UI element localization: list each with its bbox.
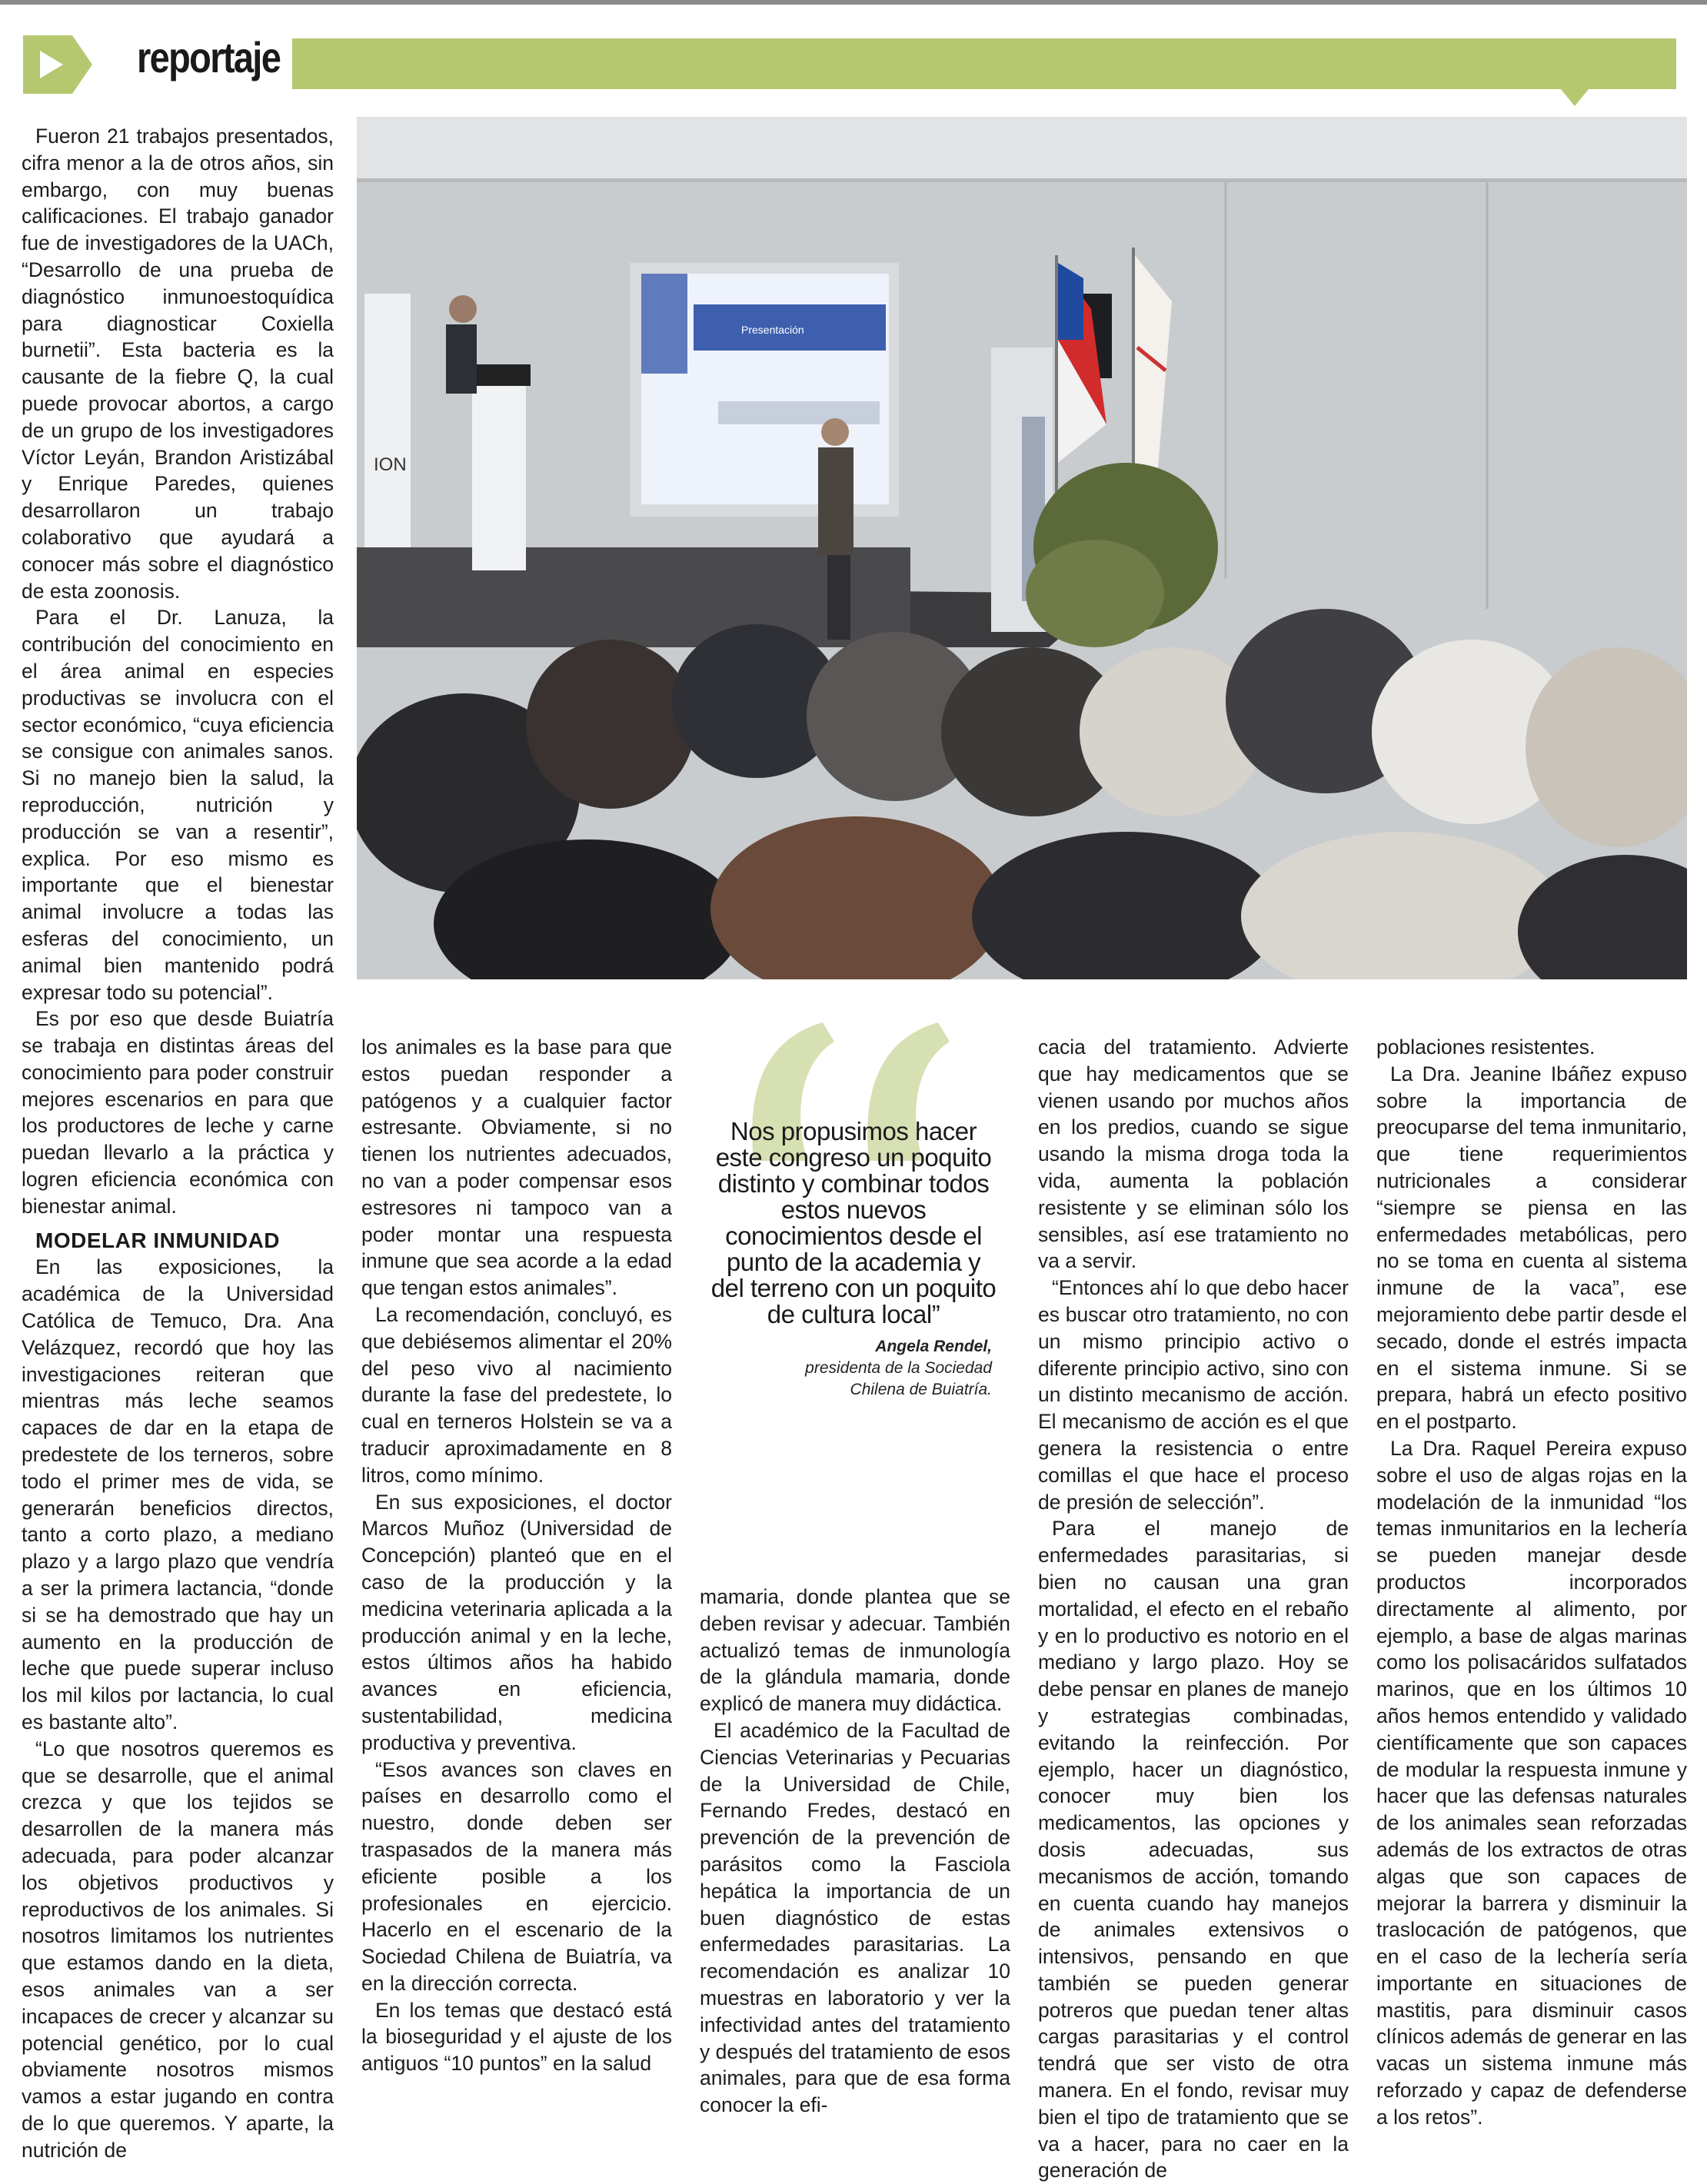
article-column-5 <box>1376 1034 1687 2131</box>
quote-author-name: Angela Rendel, <box>875 1338 992 1355</box>
paragraph: “Lo que nosotros queremos es que se desarrolle, que el animal crezca y que los tejidos se desarrollen de la manera más adecuada, para poder alcanzar los objetivos productivos y reproductivos de los animales. Si nosotros limitamos los nutrientes que estamos dando en la dieta, esos animales van a ser incapaces de crecer y alcanzar su potencial genético, por lo cual obviamente nosotros mismos vamos a estar jugando en contra de lo que queremos. Y aparte, la nutrición de <box>22 1737 334 2162</box>
paragraph: mamaria, donde plantea que se deben revisar y adecuar. También actualizó temas de inmunología de la glándula mamaria, donde explicó de manera muy didáctica. <box>700 1585 1010 1716</box>
pull-quote: Nos propusimos hacer este congreso un poquito distinto y combinar todos estos nuevos conocimientos desde el punto de la academia y del terreno con un poquito de cultura local” <box>710 1117 997 1328</box>
section-header-notch <box>1561 89 1589 106</box>
top-rule <box>0 0 1707 5</box>
paragraph: La Dra. Raquel Pereira expuso sobre el uso de algas rojas en la modelación de la inmunidad “los temas inmunitarios en la lechería se pueden manejar desde productos incorporados directamente al alimento, por ejemplo, a base de algas marinas como los polisacáridos sulfatados marinos, que en los últimos 10 años hemos entendido y validado científicamente que son capaces de modular la respuesta inmune y hacer que las defensas naturales de los animales sean reforzadas además de los extractos de otras algas que son capaces de mejorar la barrera y disminuir la traslocación de patógenos, que en el caso de la lechería sería importante en situaciones de mastitis, para disminuir casos clínicos además de generar en las vacas un sistema inmune más reforzado y capaz de defenderse a los retos”. <box>1376 1436 1687 2129</box>
paragraph: Fueron 21 trabajos presentados, cifra menor a la de otros años, sin embargo, con muy buenas calificaciones. El trabajo ganador fue de investigadores de la UACh, “Desarrollo de una prueba de diagnóstico inmunoestoquídica para diagnosticar Coxiella burnetii”. Esta bacteria es la causante de la fiebre Q, la cual puede provocar abortos, a cargo de un grupo de los investigadores Víctor Leyán, Brandon Aristizábal y Enrique Paredes, quienes desarrollaron un trabajo colaborativo que ayudará a conocer más sobre el diagnóstico de esta zoonosis. <box>22 125 334 603</box>
paragraph: La recomendación, concluyó, es que debiésemos alimentar el 20% del peso vivo al nacimiento durante la fase del predestete, lo cual en terneros Holstein se va a traducir aproximadamente en 8 litros, como mínimo. <box>361 1302 672 1487</box>
quote-author-role: presidenta de la Sociedad Chilena de Buiatría. <box>805 1359 992 1398</box>
paragraph: “Esos avances son claves en países en desarrollo como el nuestro, donde deben ser traspasados de la manera más eficiente posible a los profesionales en ejercicio. Hacerlo en el escenario de la Sociedad Chilena de Buiatría, va en la dirección correcta. <box>361 1757 672 1995</box>
article-column-2 <box>361 1034 672 2077</box>
paragraph: La Dra. Jeanine Ibáñez expuso sobre la importancia de preocuparse del tema inmunitario, que tiene requerimientos nutricionales a considerar “siempre se piensa en las enfermedades metabólicas, pero no se toma en cuenta al sistema inmune de la vaca”, ese mejoramiento debe partir desde el secado, donde el estrés impacta en el sistema inmune. Si se prepara, habrá un efecto positivo en el postparto. <box>1376 1062 1687 1434</box>
paragraph: Para el Dr. Lanuza, la contribución del conocimiento en el área animal en especies productivas se involucra con el sector económico, “cuya eficiencia se consigue con animales sanos. Si no manejo bien la salud, la reproducción, nutrición y producción se van a resentir”, explica. Por eso mismo es importante que el bienestar animal involucre a todas las esferas del conocimiento, un animal bien mantenido podrá expresar todo su potencial”. <box>22 606 334 1004</box>
paragraph: En las exposiciones, la académica de la Universidad Católica de Temuco, Dra. Ana Velázquez, recordó que hoy las investigaciones reiteran que mientras más leche seamos capaces de dar en la etapa de predestete de los terneros, sobre todo el primer mes de vida, se generarán beneficios directos, tanto a corto plazo, a mediano plazo y a largo plazo que vendría a ser la primera lactancia, “donde si se ha demostrado que hay un aumento en la producción de leche que puede superar incluso los mil kilos por lactancia, lo cual es bastante alto”. <box>22 1255 334 1734</box>
paragraph: poblaciones resistentes. <box>1376 1035 1596 1059</box>
event-photo <box>357 117 1687 979</box>
article-column-3 <box>700 1584 1010 2119</box>
play-arrow-icon <box>23 35 92 94</box>
paragraph: cacia del tratamiento. Advierte que hay medicamentos que se vienen usando por muchos años en los predios, cuando se sigue usando la misma droga toda la vida, aumenta la población resistente y se eliminan sólo los sensibles, así ese tratamiento no va a servir. <box>1038 1035 1349 1273</box>
paragraph: Para el manejo de enfermedades parasitarias, si bien no causan una gran mortalidad, el efecto en el rebaño y en lo productivo es notorio en el mediano y largo plazo. Hoy se debe pensar en planes de manejo y estrategias combinadas, evitando la reinfección. Por ejemplo, hacer un diagnóstico, conocer muy bien los medicamentos, las opciones y dosis adecuadas, sus mecanismos de acción, tomando en cuenta cuando hay manejos de animales extensivos o intensivos, pensando en que también se pueden generar potreros que puedan tener altas cargas parasitarias y el control tendrá que ser visto de otra manera. En el fondo, revisar muy bien el tipo de tratamiento que se va a hacer, para no caer en la generación de <box>1038 1517 1349 2182</box>
quote-attribution <box>754 1336 992 1401</box>
paragraph: El académico de la Facultad de Ciencias Veterinarias y Pecuarias de la Universidad de Chile, Fernando Fredes, destacó en prevención de la prevención de parásitos como la Fasciola hepática la importancia de un buen diagnóstico de estas enfermedades parasitarias. La recomendación es analizar 10 muestras en laboratorio y ver la infectividad antes del tratamiento y después del tratamiento de esos animales, para que de esa forma conocer la efi- <box>700 1718 1010 2117</box>
paragraph: En los temas que destacó está la bioseguridad y el ajuste de los antiguos “10 puntos” en la salud <box>361 1998 672 2076</box>
article-column-1 <box>22 123 334 2164</box>
paragraph: Es por eso que desde Buiatría se trabaja en distintas áreas del conocimiento para poder construir mejores escenarios en para que los productores de leche y carne puedan llevarlo a la práctica y logren eficiencia económica con bienestar animal. <box>22 1007 334 1218</box>
screen-title: Presentación <box>741 324 804 336</box>
paragraph: “Entonces ahí lo que debo hacer es buscar otro tratamiento, no con un mismo principio activo o diferente principio activo, sino con un distinto mecanismo de acción. El mecanismo de acción es el que genera la resistencia o entre comillas el que hace el proceso de presión de selección”. <box>1038 1276 1349 1514</box>
section-label: reportaje <box>137 33 281 81</box>
banner-text: ION <box>374 454 407 475</box>
paragraph: En sus exposiciones, el doctor Marcos Muñoz (Universidad de Concepción) planteó que en el caso de la producción y la medicina veterinaria aplicada a la producción animal y en la leche, estos últimos años ha habido avances en eficiencia, sustentabilidad, medicina productiva y preventiva. <box>361 1490 672 1754</box>
subheading: MODELAR INMUNIDAD <box>35 1228 281 1252</box>
article-column-4 <box>1038 1034 1349 2184</box>
paragraph: los animales es la base para que estos puedan responder a patógenos y a cualquier factor estresante. Obviamente, si no tienen los nutrientes adecuados, no van a poder compensar esos estresores ni tampoco van a poder montar una respuesta inmune que sea acorde a la edad que tengan estos animales”. <box>361 1035 672 1300</box>
section-header-bar <box>123 38 1676 89</box>
